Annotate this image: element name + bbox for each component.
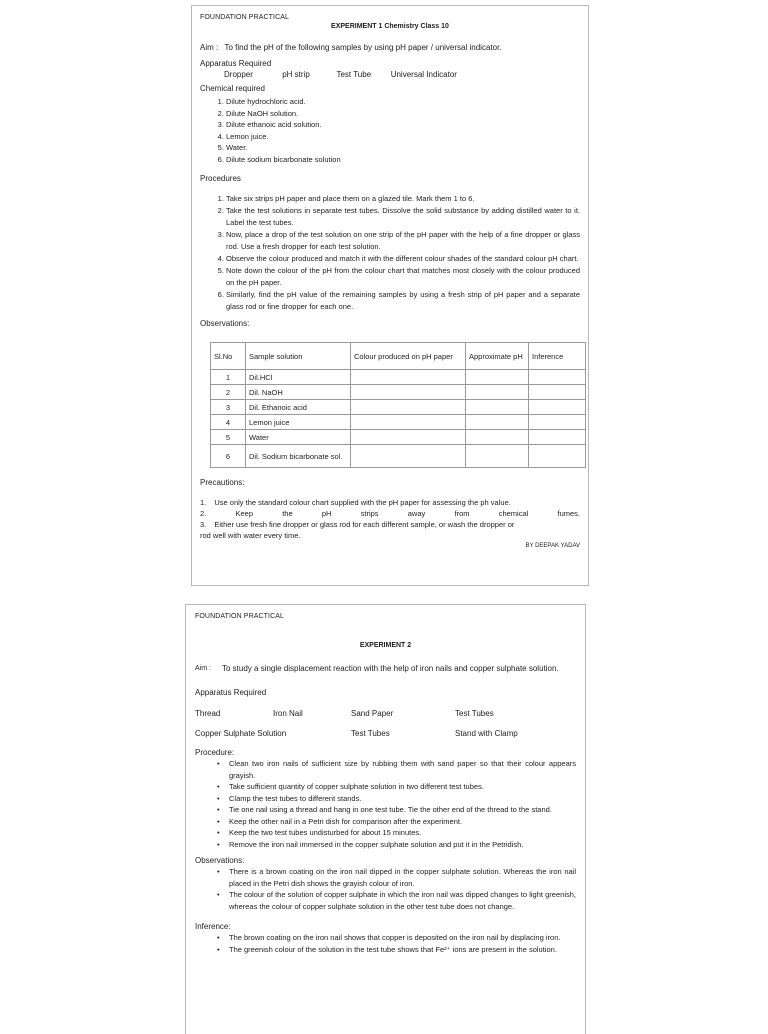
- table-cell: [466, 430, 529, 445]
- observations-label: Observations:: [195, 856, 245, 865]
- table-cell: [466, 385, 529, 400]
- apparatus-item: Test Tubes: [455, 709, 494, 718]
- list-item: 2. Take the test solutions in separate test tubes. Dissolve the solid substance by adding distilled water to it. Label the test tubes.: [226, 205, 580, 229]
- list-item: 4. Lemon juice.: [226, 131, 580, 143]
- precaution-3: 3. Either use fresh fine dropper or glass rod for each different sample, or wash the dropper or: [200, 520, 515, 530]
- table-cell: Dil. Sodium bicarbonate sol.: [246, 445, 351, 468]
- aim: [200, 42, 580, 53]
- list-item: • There is a brown coating on the iron nail dipped in the copper sulphate solution. Whereas the iron nail placed in the Petri dish shows the grayish colour of iron.: [229, 866, 576, 889]
- table-cell: 2: [211, 385, 246, 400]
- apparatus-item: Test Tube: [336, 70, 372, 79]
- list-item: • Clamp the test tubes to different stands.: [229, 793, 576, 805]
- column-header: Approximate pH: [466, 343, 529, 370]
- aim-text: To study a single displacement reaction with the help of iron nails and copper sulphate solution.: [222, 664, 559, 673]
- precautions: 1. Use only the standard colour chart supplied with the pH paper for assessing the ph value. 2. Keep the pH strips away from chemical fumes. 3. Either use fresh fine dropper or glass rod for each different sample, or wash the dropper or rod well with water every time.: [200, 498, 580, 541]
- table-cell: [351, 400, 466, 415]
- table-row: [211, 415, 586, 430]
- apparatus-item: Test Tubes: [351, 729, 390, 738]
- procedures-list: [200, 193, 580, 314]
- list-item: • The colour of the solution of copper sulphate in which the iron nail was dipped changes to light greenish, whereas the colour of copper sulphate solution in the other test tube does not change.: [229, 889, 576, 912]
- column-header: Sl.No: [211, 343, 246, 370]
- table-cell: [351, 445, 466, 468]
- aim: [195, 663, 576, 674]
- list-item: • Keep the other nail in a Petri dish for comparison after the experiment.: [229, 816, 576, 828]
- table-cell: [351, 370, 466, 385]
- apparatus-item: Dropper: [224, 70, 253, 79]
- experiment-title: EXPERIMENT 1 Chemistry Class 10: [331, 23, 449, 30]
- table-cell: 1: [211, 370, 246, 385]
- apparatus-item: Universal Indicator: [390, 70, 457, 79]
- apparatus-list: [200, 69, 580, 80]
- table-cell: [529, 445, 586, 468]
- apparatus-item: Iron Nail: [273, 709, 303, 718]
- apparatus-row: [195, 729, 576, 738]
- table-cell: 5: [211, 430, 246, 445]
- table-row: [211, 400, 586, 415]
- list-item: • Clean two iron nails of sufficient size by rubbing them with sand paper so that their colour appears grayish.: [229, 758, 576, 781]
- precaution-number: 3.: [200, 520, 207, 530]
- column-header: Colour produced on pH paper: [351, 343, 466, 370]
- list-item: 3. Dilute ethanoic acid solution.: [226, 119, 580, 131]
- list-item: 6. Similarly, find the pH value of the remaining samples by using a fresh strip of pH paper and a separate glass rod or fine dropper for each one.: [226, 289, 580, 313]
- list-item: 6. Dilute sodium bicarbonate solution: [226, 154, 580, 166]
- procedure-list: [195, 758, 576, 850]
- list-item: 3. Now, place a drop of the test solution on one strip of the pH paper with the help of a fine dropper or glass rod. Use a fresh dropper for each test solution.: [226, 229, 580, 253]
- experiment-title: EXPERIMENT 2: [359, 642, 412, 649]
- list-item: • The greenish colour of the solution in the test tube shows that Fe²⁺ ions are present in the solution.: [229, 944, 576, 956]
- table-cell: Dil. Ethanoic acid: [246, 400, 351, 415]
- list-item: 1. Dilute hydrochloric acid.: [226, 96, 580, 108]
- apparatus-item: Stand with Clamp: [455, 729, 518, 738]
- precaution-number: 1.: [200, 498, 207, 508]
- list-item: 1. Take six strips pH paper and place them on a glazed tile. Mark them 1 to 6.: [226, 193, 580, 205]
- aim-label: Aim :: [195, 665, 211, 672]
- apparatus-item: Copper Sulphate Solution: [195, 729, 287, 738]
- apparatus-item: Sand Paper: [351, 709, 394, 718]
- observation-table: [210, 342, 586, 468]
- table-header-row: [211, 343, 586, 370]
- table-cell: 4: [211, 415, 246, 430]
- table-cell: [466, 415, 529, 430]
- apparatus-item: Thread: [195, 709, 221, 718]
- column-header: Sample solution: [246, 343, 351, 370]
- list-item: 5. Note down the colour of the pH from the colour chart that matches most closely with the colour produced on the pH paper.: [226, 265, 580, 289]
- list-item: 5. Water.: [226, 142, 580, 154]
- precaution-1: 1. Use only the standard colour chart supplied with the pH paper for assessing the ph value.: [200, 498, 511, 508]
- table-row: [211, 445, 586, 468]
- aim-text: To find the pH of the following samples by using pH paper / universal indicator.: [224, 43, 502, 52]
- table-row: [211, 370, 586, 385]
- table-row: [211, 430, 586, 445]
- table-cell: 3: [211, 400, 246, 415]
- procedure-label: Procedure:: [195, 748, 235, 757]
- document-page-2: [185, 604, 586, 1034]
- observations-list: [195, 866, 576, 912]
- list-item: 2. Dilute NaOH solution.: [226, 108, 580, 120]
- table-cell: [529, 415, 586, 430]
- page-header: FOUNDATION PRACTICAL: [195, 613, 284, 620]
- list-item: • Keep the two test tubes undisturbed for about 15 minutes.: [229, 827, 576, 839]
- table-cell: 6: [211, 445, 246, 468]
- table-cell: [351, 415, 466, 430]
- inference-label: Inference:: [195, 922, 231, 931]
- table-cell: [351, 430, 466, 445]
- precautions-label: Precautions:: [200, 478, 245, 488]
- table-cell: Dil. NaOH: [246, 385, 351, 400]
- table-row: [211, 385, 586, 400]
- list-item: • Remove the iron nail immersed in the copper sulphate solution and put it in the Petridish.: [229, 839, 576, 851]
- author-signature: BY DEEPAK YADAV: [525, 543, 580, 550]
- apparatus-label: Apparatus Required: [195, 688, 267, 697]
- apparatus-label: Apparatus Required: [200, 59, 272, 68]
- table-cell: [529, 370, 586, 385]
- chemical-label: Chemical required: [200, 84, 265, 93]
- table-cell: [466, 400, 529, 415]
- table-cell: [529, 385, 586, 400]
- table-cell: Lemon juice: [246, 415, 351, 430]
- column-header: Inference: [529, 343, 586, 370]
- table-cell: [466, 445, 529, 468]
- apparatus-item: pH strip: [282, 70, 310, 79]
- table-cell: Water: [246, 430, 351, 445]
- list-item: • Take sufficient quantity of copper sulphate solution in two different test tubes.: [229, 781, 576, 793]
- document-page-1: [191, 5, 589, 586]
- inference-list: [195, 932, 576, 955]
- chemical-list: [200, 96, 580, 166]
- page-header: FOUNDATION PRACTICAL: [200, 14, 289, 21]
- list-item: • Tie one nail using a thread and hang in one test tube. Tie the other end of the thread to the stand.: [229, 804, 576, 816]
- list-item: • The brown coating on the iron nail shows that copper is deposited on the iron nail by displacing iron.: [229, 932, 576, 944]
- table-cell: [529, 400, 586, 415]
- apparatus-row: [195, 709, 576, 718]
- table-cell: Dil.HCl: [246, 370, 351, 385]
- table-cell: [351, 385, 466, 400]
- procedures-label: Procedures: [200, 173, 241, 183]
- precaution-2: 2. Keep the pH strips away from chemical fumes.: [200, 509, 580, 519]
- table-cell: [529, 430, 586, 445]
- aim-label: Aim :: [200, 43, 219, 52]
- table-cell: [466, 370, 529, 385]
- list-item: 4. Observe the colour produced and match it with the different colour shades of the standard colour pH chart.: [226, 253, 580, 265]
- observations-label: Observations:: [200, 319, 250, 329]
